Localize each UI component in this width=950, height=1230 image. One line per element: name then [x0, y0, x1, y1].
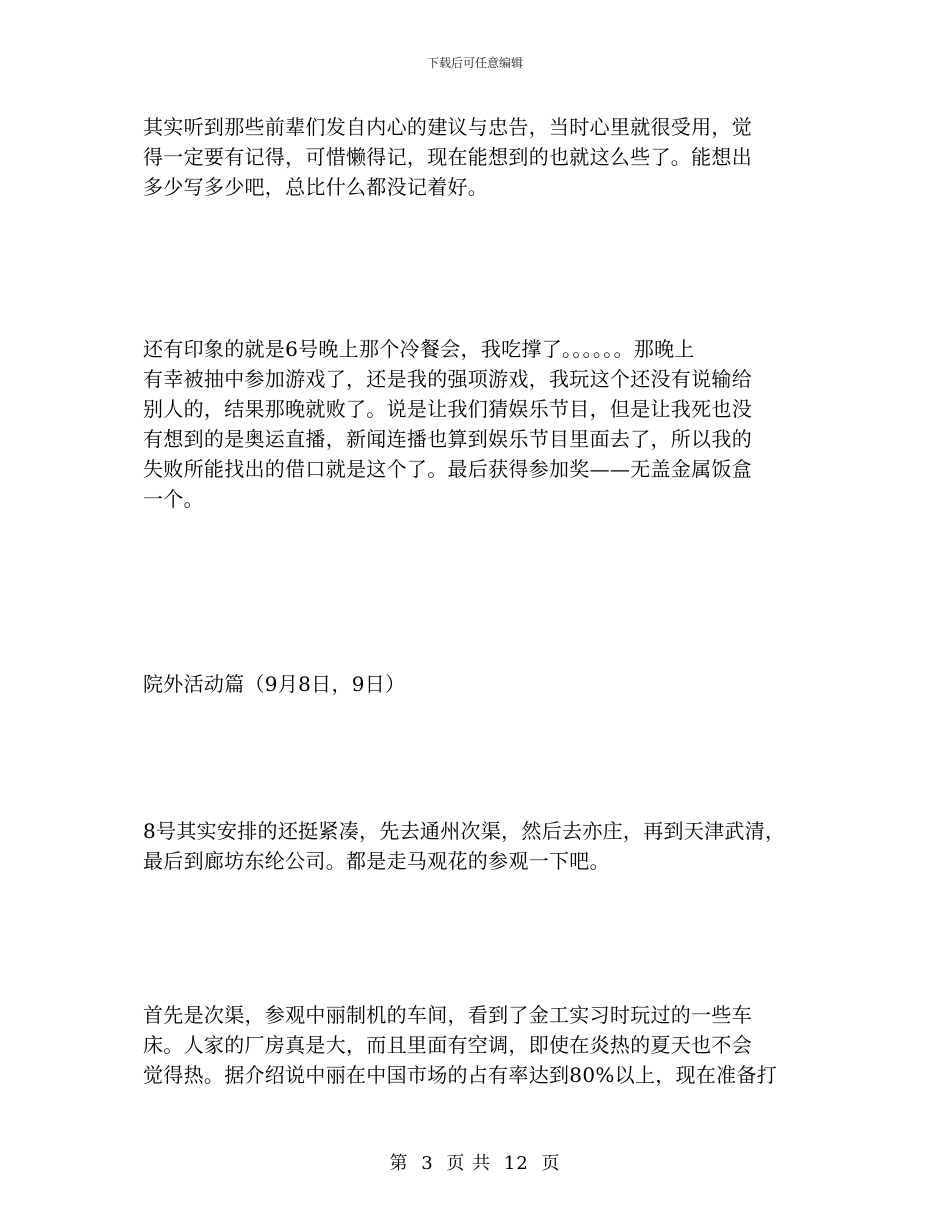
- paragraph-ciqu-visit: [143, 1000, 777, 1090]
- page-header-note: 下载后可任意编辑: [426, 56, 523, 70]
- text-line: 还有印象的就是6号晚上那个冷餐会，我吃撑了。。。。。。那晚上: [143, 337, 695, 361]
- paragraph-itinerary: [143, 816, 785, 876]
- text-line: 有幸被抽中参加游戏了，还是我的强项游戏，我玩这个还没有说输给: [143, 367, 752, 391]
- paragraph-dinner-party: [143, 334, 752, 514]
- text-line: 失败所能找出的借口就是这个了。最后获得参加奖——无盖金属饭盒: [143, 457, 752, 481]
- text-line: 其实听到那些前辈们发自内心的建议与忠告，当时心里就很受用，觉: [143, 115, 752, 139]
- text-line: 多少写多少吧，总比什么都没记着好。: [143, 175, 489, 199]
- text-line: 最后到廊坊东纶公司。都是走马观花的参观一下吧。: [143, 849, 610, 873]
- text-line: 有想到的是奥运直播，新闻连播也算到娱乐节目里面去了，所以我的: [143, 427, 752, 451]
- text-line: 床。人家的厂房真是大，而且里面有空调，即使在炎热的夏天也不会: [143, 1033, 752, 1057]
- text-line: 觉得热。据介绍说中丽在中国市场的占有率达到80%以上，现在准备打: [143, 1063, 778, 1087]
- text-line: 8号其实安排的还挺紧凑，先去通州次渠，然后去亦庄，再到天津武清，: [143, 819, 786, 843]
- text-line: 首先是次渠，参观中丽制机的车间，看到了金工实习时玩过的一些车: [143, 1003, 752, 1027]
- text-line: 得一定要有记得，可惜懒得记，现在能想到的也就这么些了。能想出: [143, 145, 752, 169]
- text-line: 一个。: [143, 487, 204, 511]
- footer-page-number: 3: [421, 1153, 434, 1174]
- footer-middle: 页 共: [446, 1153, 492, 1174]
- footer-prefix: 第: [389, 1153, 409, 1174]
- text-line: 别人的，结果那晚就败了。说是让我们猜娱乐节目，但是让我死也没: [143, 397, 752, 421]
- paragraph-advice: [143, 112, 752, 202]
- footer-suffix: 页: [541, 1153, 561, 1174]
- footer-total-pages: 12: [503, 1153, 529, 1174]
- page-footer: [0, 1153, 950, 1175]
- section-heading: 院外活动篇（9月8日，9日）: [143, 672, 406, 696]
